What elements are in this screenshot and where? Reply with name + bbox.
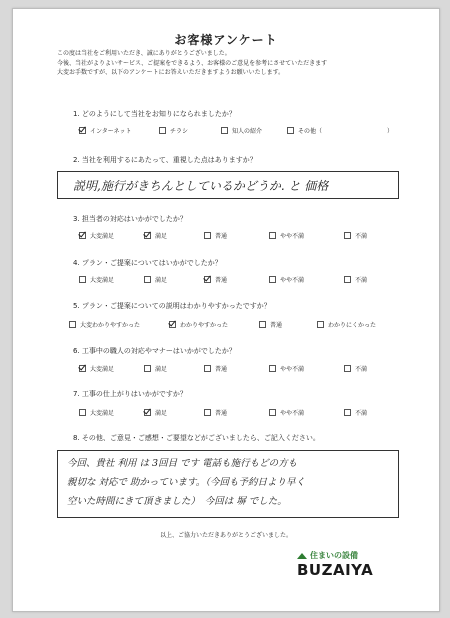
- logo-wordmark: BUZAIYA: [297, 561, 374, 579]
- checkbox-icon[interactable]: [221, 127, 228, 134]
- checkbox-icon[interactable]: [344, 409, 351, 416]
- survey-sheet: [12, 8, 440, 612]
- option-normal[interactable]: 普通: [204, 364, 227, 373]
- option-clear[interactable]: わかりやすかった: [169, 320, 228, 329]
- option-somewhat-unsatisfied[interactable]: やや不満: [269, 231, 304, 240]
- checkbox-icon[interactable]: [144, 365, 151, 372]
- checkbox-icon[interactable]: [259, 321, 266, 328]
- option-other-close: ）: [387, 128, 394, 135]
- checkbox-icon[interactable]: [69, 321, 76, 328]
- page-title: お客様アンケート: [174, 33, 278, 47]
- option-referral[interactable]: 知人の紹介: [221, 126, 262, 135]
- option-normal[interactable]: 普通: [259, 320, 282, 329]
- option-satisfied[interactable]: 満足: [144, 231, 167, 240]
- intro-line: 大変お手数ですが、以下のアンケートにお答えいただきますようお願いいたします。: [57, 69, 285, 76]
- option-internet[interactable]: インターネット: [79, 126, 131, 135]
- checkbox-icon[interactable]: [204, 232, 211, 239]
- handwritten-answer-line: 今回、貴社 利用 は 3回目 です 電話も施行もどの方も: [67, 458, 298, 469]
- option-unclear[interactable]: わかりにくかった: [317, 320, 376, 329]
- checkbox-icon[interactable]: [79, 276, 86, 283]
- option-very-satisfied[interactable]: 大変満足: [79, 231, 114, 240]
- option-unsatisfied[interactable]: 不満: [344, 231, 367, 240]
- handwritten-answer-2: 説明,施行がきちんとしているかどうか. と 価格: [73, 179, 329, 193]
- checkbox-icon[interactable]: [344, 365, 351, 372]
- option-flyer[interactable]: チラシ: [159, 126, 188, 135]
- option-unsatisfied[interactable]: 不満: [344, 408, 367, 417]
- option-other[interactable]: その他（: [287, 126, 322, 135]
- option-unsatisfied[interactable]: 不満: [344, 364, 367, 373]
- question-5: 5. プラン・ご提案についての説明はわかりやすかったですか？: [73, 302, 271, 310]
- option-normal[interactable]: 普通: [204, 408, 227, 417]
- checkbox-icon[interactable]: [79, 365, 86, 372]
- option-somewhat-unsatisfied[interactable]: やや不満: [269, 364, 304, 373]
- checkbox-icon[interactable]: [144, 276, 151, 283]
- option-somewhat-unsatisfied[interactable]: やや不満: [269, 275, 304, 284]
- checkbox-icon[interactable]: [144, 409, 151, 416]
- option-very-satisfied[interactable]: 大変満足: [79, 364, 114, 373]
- handwritten-answer-line: 空いた時間にきて頂きました） 今回は 塀 でした。: [67, 496, 287, 507]
- option-normal[interactable]: 普通: [204, 275, 227, 284]
- question-4: 4. プラン・ご提案についてはいかがでしたか？: [73, 259, 222, 267]
- question-2: 2. 当社を利用するにあたって、重視した点はありますか？: [73, 156, 257, 164]
- checkbox-icon[interactable]: [269, 232, 276, 239]
- question-8: 8. その他、ご意見・ご感想・ご要望などがございましたら、ご記入ください。: [73, 434, 320, 442]
- checkbox-icon[interactable]: [169, 321, 176, 328]
- option-satisfied[interactable]: 満足: [144, 364, 167, 373]
- checkbox-icon[interactable]: [344, 276, 351, 283]
- option-unsatisfied[interactable]: 不満: [344, 275, 367, 284]
- question-3: 3. 担当者の対応はいかがでしたか？: [73, 215, 187, 223]
- checkbox-icon[interactable]: [79, 127, 86, 134]
- checkbox-icon[interactable]: [269, 409, 276, 416]
- question-7: 7. 工事の仕上がりはいかがですか？: [73, 390, 187, 398]
- footer-thanks: 以上、ご協力いただきありがとうございました。: [159, 532, 292, 539]
- checkbox-icon[interactable]: [269, 276, 276, 283]
- intro-line: 今後、当社がよりよいサービス、ご提案をできるよう、お客様のご意見を参考にさせていただきます: [57, 59, 328, 67]
- option-satisfied[interactable]: 満足: [144, 275, 167, 284]
- intro-line: この度は当社をご利用いただき、誠にありがとうございました。: [57, 50, 231, 57]
- question-6: 6. 工事中の職人の対応やマナーはいかがでしたか？: [73, 347, 236, 355]
- checkbox-icon[interactable]: [204, 409, 211, 416]
- checkbox-icon[interactable]: [159, 127, 166, 134]
- option-very-satisfied[interactable]: 大変満足: [79, 275, 114, 284]
- logo-tagline: 住まいの設備: [310, 551, 358, 560]
- option-normal[interactable]: 普通: [204, 231, 227, 240]
- checkbox-icon[interactable]: [287, 127, 294, 134]
- checkbox-icon[interactable]: [317, 321, 324, 328]
- checkbox-icon[interactable]: [204, 276, 211, 283]
- option-very-clear[interactable]: 大変わかりやすかった: [69, 320, 140, 329]
- option-somewhat-unsatisfied[interactable]: やや不満: [269, 408, 304, 417]
- checkbox-icon[interactable]: [344, 232, 351, 239]
- checkbox-icon[interactable]: [144, 232, 151, 239]
- checkbox-icon[interactable]: [79, 232, 86, 239]
- house-icon: [297, 553, 307, 559]
- checkbox-icon[interactable]: [269, 365, 276, 372]
- option-satisfied[interactable]: 満足: [144, 408, 167, 417]
- company-logo: [297, 550, 407, 586]
- intro-text: [57, 49, 417, 78]
- checkbox-icon[interactable]: [79, 409, 86, 416]
- checkbox-icon[interactable]: [204, 365, 211, 372]
- question-1: 1. どのようにして当社をお知りになられましたか？: [73, 110, 236, 118]
- handwritten-answer-line: 親切な 対応で 助かっています。（今回も予約日より早く: [67, 477, 306, 488]
- option-very-satisfied[interactable]: 大変満足: [79, 408, 114, 417]
